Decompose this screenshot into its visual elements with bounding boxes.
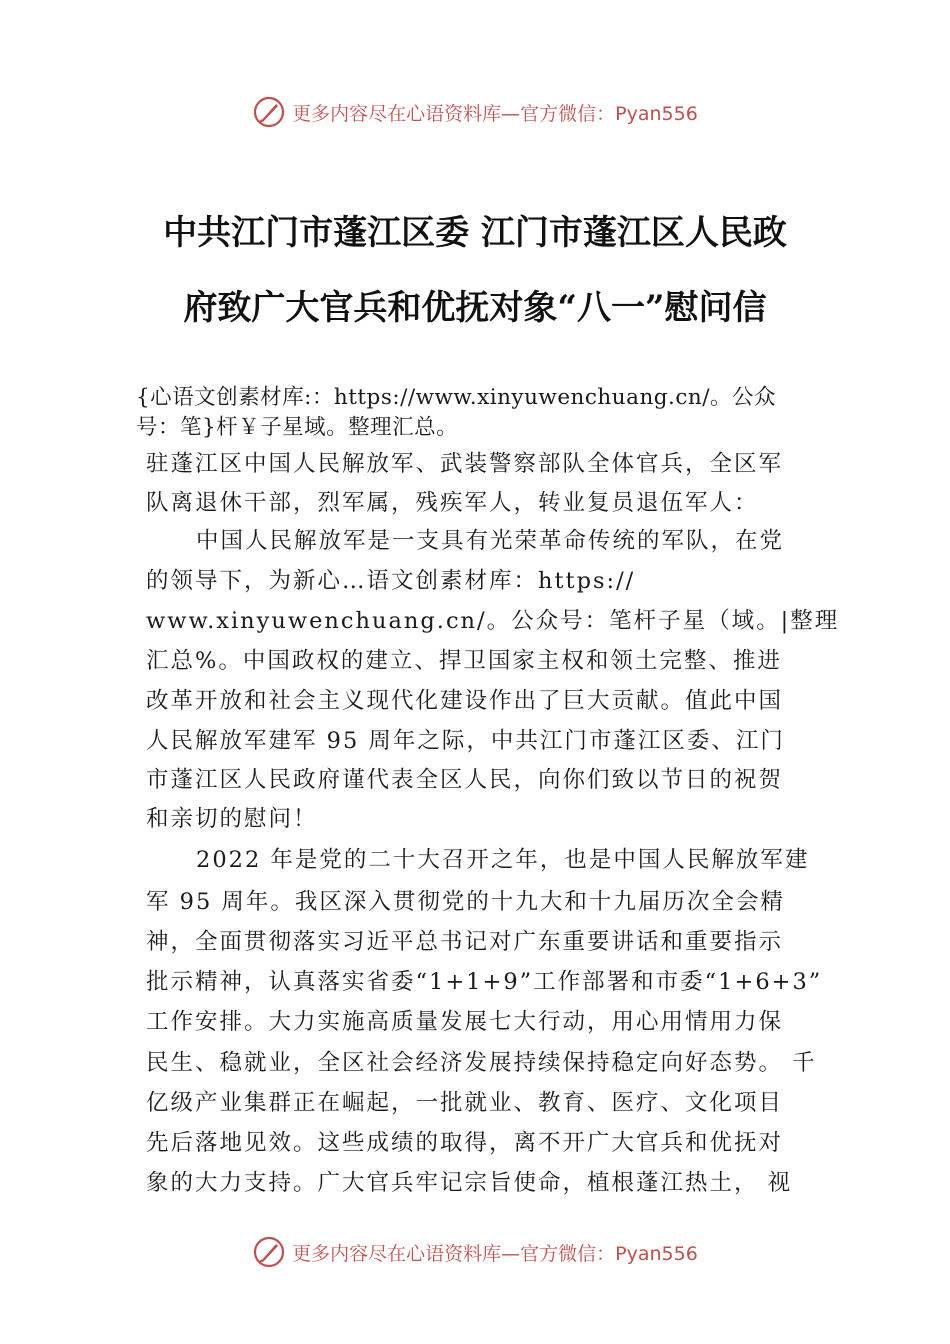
- body-line: 神，全面贯彻落实习近平总书记对广东重要讲话和重要指示: [146, 929, 784, 955]
- body-line: 工作安排。大力实施高质量发展七大行动，用心用情用力保: [146, 1009, 784, 1035]
- body-line: 市蓬江区人民政府谨代表全区人民，向你们致以节日的祝贺: [146, 767, 784, 793]
- body-line: 和亲切的慰问！: [146, 806, 318, 832]
- footer-watermark: [0, 1232, 950, 1272]
- body-line: 的领导下，为新心…语文创素材库：https://: [146, 568, 636, 594]
- body-line: 先后落地见效。这些成绩的取得，离不开广大官兵和优抚对: [146, 1130, 784, 1156]
- body-line: 队离退休干部，烈军属，残疾军人，转业复员退伍军人：: [146, 490, 759, 516]
- wechat-id: Pyan556: [615, 1242, 698, 1265]
- body-line: {心语文创素材库:：https://www.xinyuwenchuang.cn/。公众: [136, 385, 777, 410]
- watermark-text: 更多内容尽在心语资料库—官方微信：Pyan556: [292, 1242, 698, 1265]
- body-line: 2022 年是党的二十大召开之年，也是中国人民解放军建: [196, 847, 810, 873]
- body-line: 汇总%。中国政权的建立、捍卫国家主权和领土完整、推进: [146, 648, 782, 674]
- body-line: www.xinyuwenchuang.cn/。公众号：笔杆子星（域。|整理: [146, 608, 840, 634]
- quill-logo-icon: [252, 95, 286, 129]
- title-line-2: 府致广大官兵和优抚对象“八一”慰问信: [183, 288, 767, 328]
- body-line: 象的大力支持。广大官兵牢记宗旨使命，植根蓬江热土， 视: [146, 1170, 793, 1196]
- header-watermark: [0, 92, 950, 132]
- body-line: 驻蓬江区中国人民解放军、武装警察部队全体官兵，全区军: [146, 451, 784, 477]
- watermark-text: 更多内容尽在心语资料库—官方微信：Pyan556: [292, 102, 698, 125]
- body-line: 亿级产业集群正在崛起，一批就业、教育、医疗、文化项目: [146, 1090, 784, 1116]
- quill-logo-icon: [252, 1235, 286, 1269]
- body-line: 改革开放和社会主义现代化建设作出了巨大贡献。值此中国: [146, 688, 784, 714]
- body-line: 号：笔}杆￥子星域。整理汇总。: [136, 415, 459, 440]
- body-line: 中国人民解放军是一支具有光荣革命传统的军队，在党: [196, 528, 785, 554]
- body-line: 人民解放军建军 95 周年之际，中共江门市蓬江区委、江门: [146, 728, 785, 754]
- body-line: 民生、稳就业，全区社会经济发展持续保持稳定向好态势。 千: [146, 1050, 817, 1076]
- wechat-id: Pyan556: [615, 102, 698, 125]
- body-line: 军 95 周年。我区深入贯彻党的十九大和十九届历次全会精: [146, 889, 785, 915]
- body-line: 批示精神，认真落实省委“1+1+9”工作部署和市委“1+6+3”: [146, 969, 823, 995]
- title-line-1: 中共江门市蓬江区委 江门市蓬江区人民政: [163, 213, 787, 253]
